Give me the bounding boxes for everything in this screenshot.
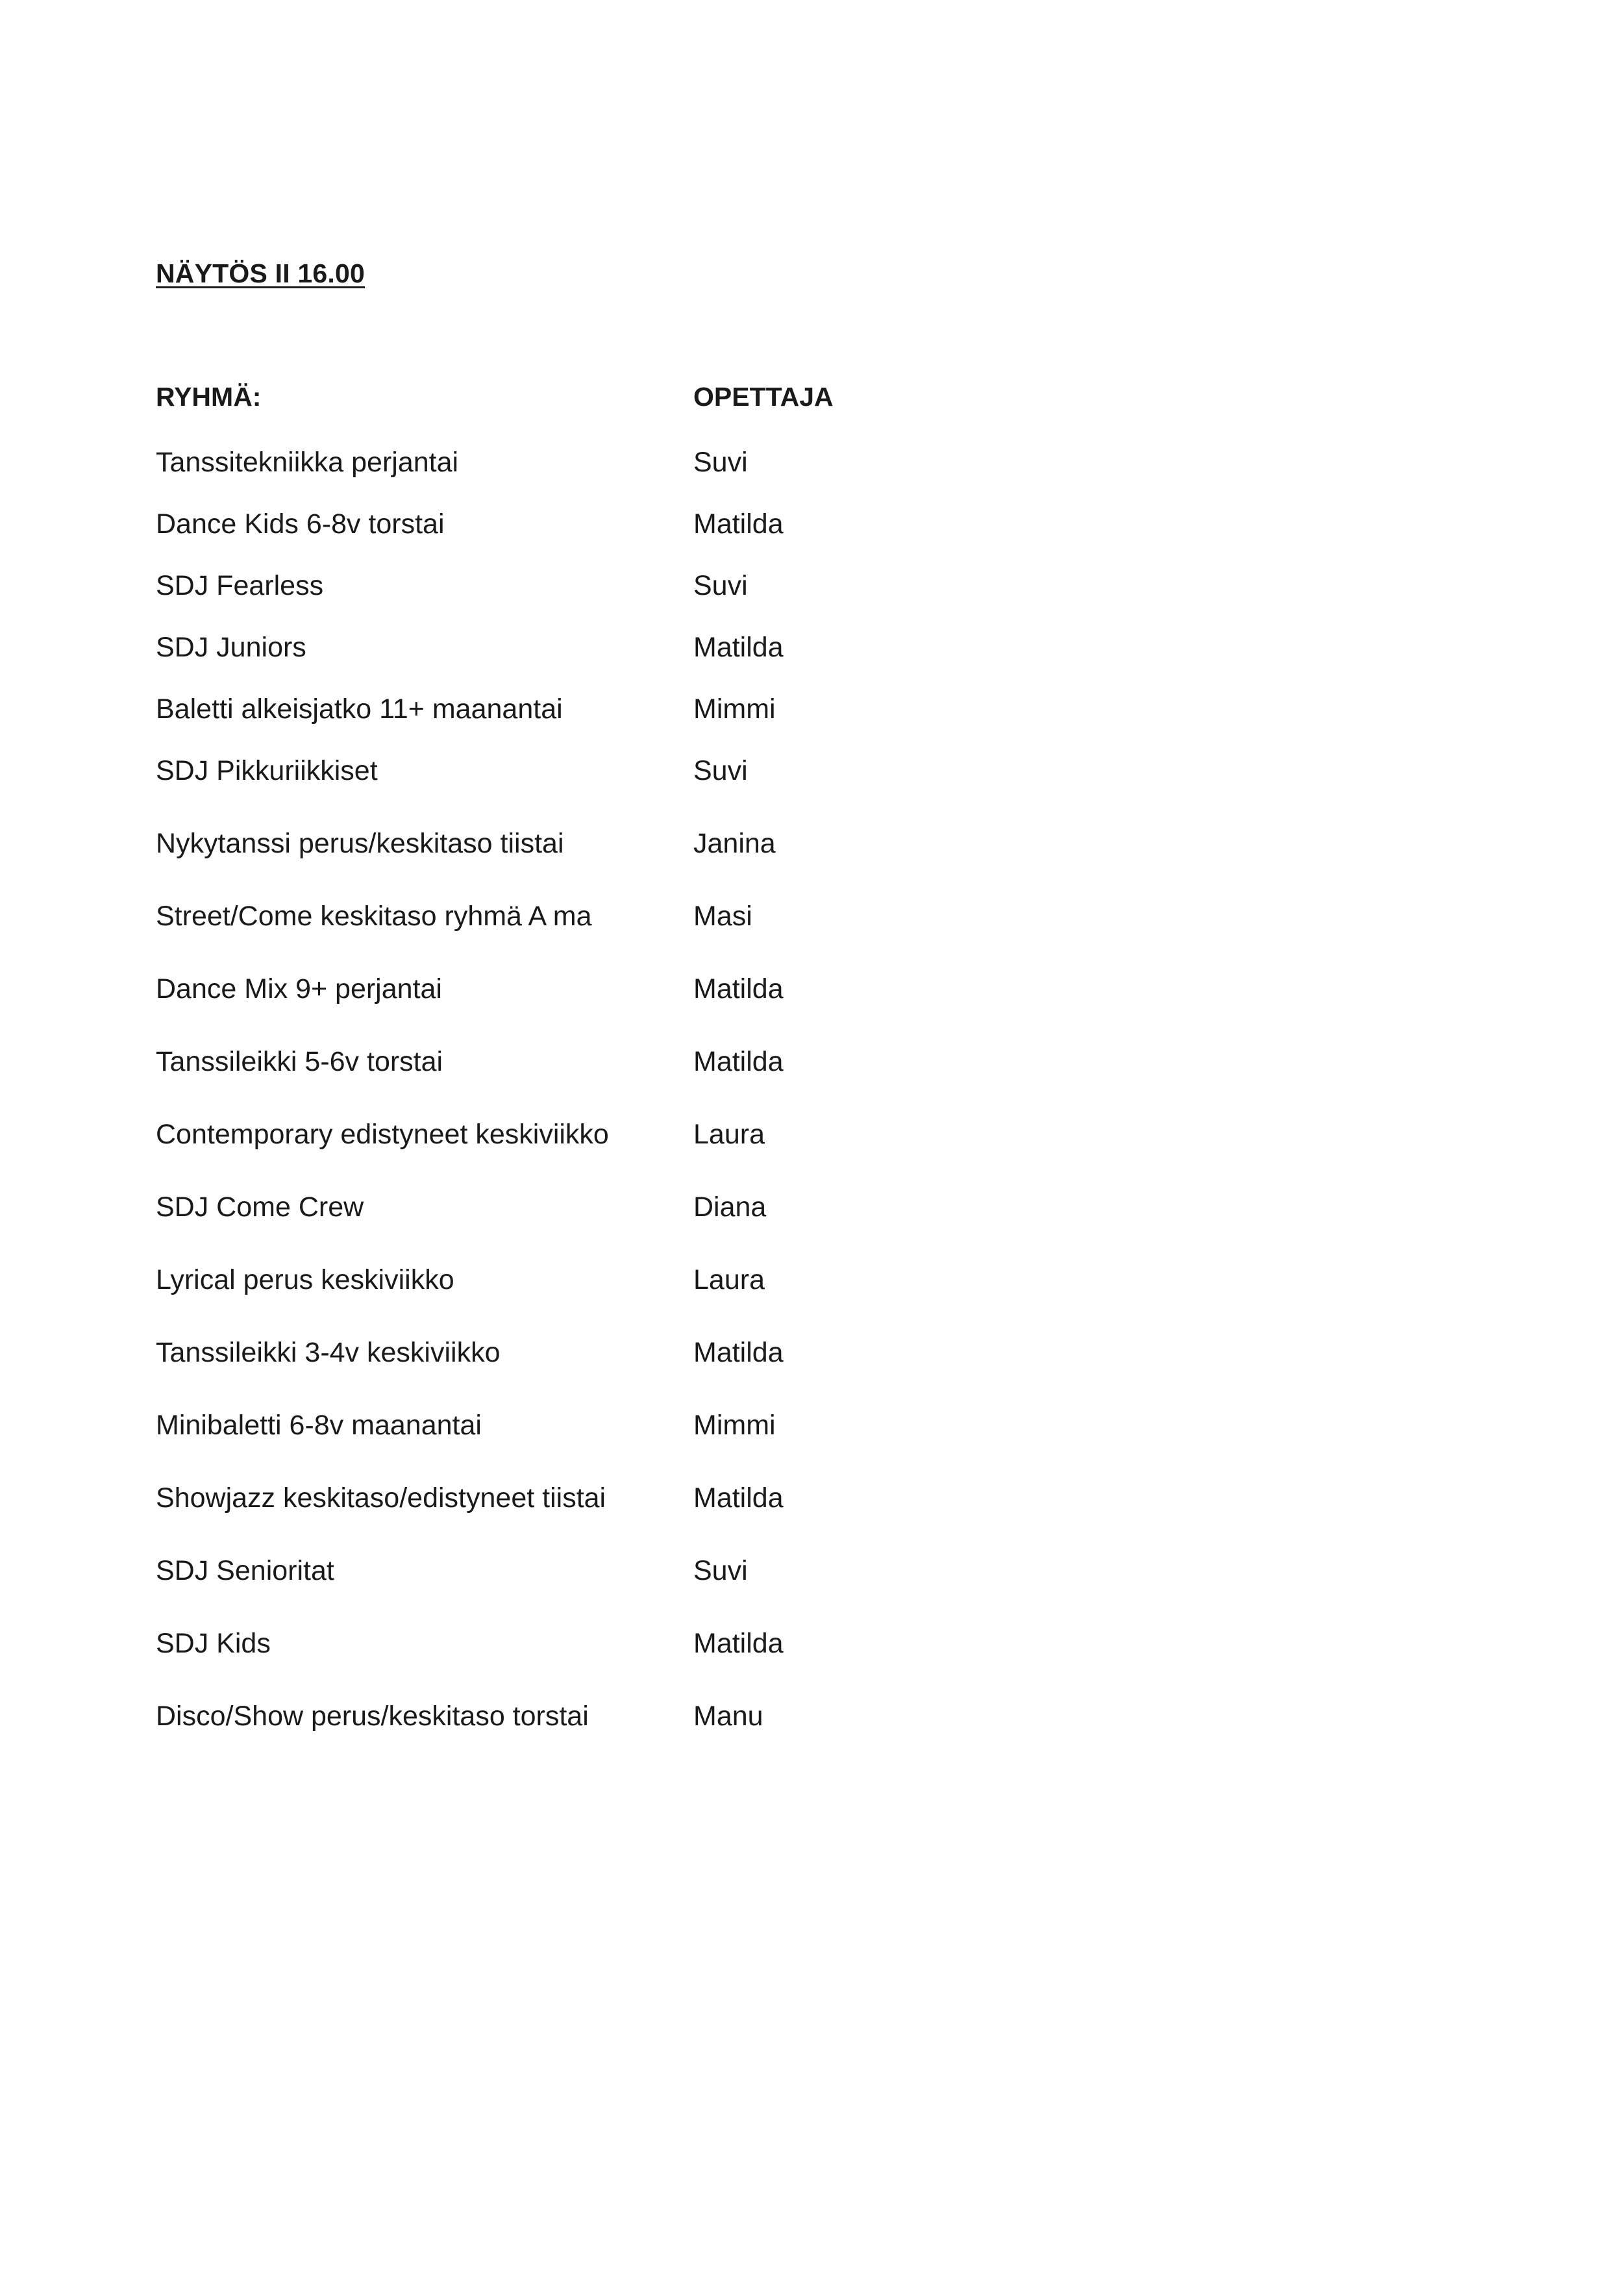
page-title: NÄYTÖS II 16.00 — [156, 258, 365, 288]
teacher-name: Matilda — [693, 1046, 784, 1077]
teacher-name: Janina — [693, 828, 776, 859]
teacher-name: Suvi — [693, 570, 748, 601]
group-name: Baletti alkeisjatko 11+ maanantai — [156, 693, 563, 725]
teacher-name: Suvi — [693, 1555, 748, 1586]
group-name: Lyrical perus keskiviikko — [156, 1264, 454, 1295]
group-name: Disco/Show perus/keskitaso torstai — [156, 1701, 589, 1732]
group-name: Contemporary edistyneet keskiviikko — [156, 1119, 609, 1150]
table-row — [0, 1260, 1623, 1299]
table-row — [0, 824, 1623, 863]
teacher-name: Matilda — [693, 973, 784, 1004]
teacher-name: Matilda — [693, 1628, 784, 1659]
table-row — [0, 1042, 1623, 1081]
teacher-name: Mimmi — [693, 1410, 776, 1441]
table-row — [0, 1624, 1623, 1663]
teacher-name: Matilda — [693, 1482, 784, 1514]
group-name: Minibaletti 6-8v maanantai — [156, 1410, 482, 1441]
group-name: Tanssitekniikka perjantai — [156, 447, 459, 478]
table-row — [0, 1479, 1623, 1517]
group-name: Street/Come keskitaso ryhmä A ma — [156, 901, 592, 932]
teacher-name: Suvi — [693, 447, 748, 478]
group-name: Nykytanssi perus/keskitaso tiistai — [156, 828, 564, 859]
group-name: Dance Kids 6-8v torstai — [156, 508, 445, 540]
teacher-name: Diana — [693, 1192, 767, 1223]
teacher-name: Suvi — [693, 755, 748, 786]
table-row — [0, 751, 1623, 790]
teacher-name: Manu — [693, 1701, 763, 1732]
group-name: SDJ Kids — [156, 1628, 271, 1659]
table-row — [0, 897, 1623, 936]
table-row — [0, 969, 1623, 1008]
teacher-name: Matilda — [693, 508, 784, 540]
teacher-name: Mimmi — [693, 693, 776, 725]
group-name: Tanssileikki 3-4v keskiviikko — [156, 1337, 501, 1368]
group-name: Tanssileikki 5-6v torstai — [156, 1046, 443, 1077]
table-row — [0, 443, 1623, 482]
table-row — [0, 1188, 1623, 1227]
group-name: SDJ Juniors — [156, 632, 306, 663]
table-row — [0, 1406, 1623, 1445]
table-row — [0, 628, 1623, 667]
table-row — [0, 690, 1623, 729]
group-name: Dance Mix 9+ perjantai — [156, 973, 442, 1004]
group-name: SDJ Come Crew — [156, 1192, 364, 1223]
teacher-name: Matilda — [693, 1337, 784, 1368]
group-name: Showjazz keskitaso/edistyneet tiistai — [156, 1482, 606, 1514]
teacher-name: Laura — [693, 1119, 765, 1150]
column-header-teacher: OPETTAJA — [693, 382, 834, 412]
teacher-name: Masi — [693, 901, 752, 932]
group-name: SDJ Senioritat — [156, 1555, 334, 1586]
column-header-group: RYHMÄ: — [156, 382, 262, 412]
table-row — [0, 1333, 1623, 1372]
table-row — [0, 566, 1623, 605]
table-row — [0, 1115, 1623, 1154]
teacher-name: Laura — [693, 1264, 765, 1295]
teacher-name: Matilda — [693, 632, 784, 663]
table-row — [0, 1697, 1623, 1736]
table-row — [0, 1551, 1623, 1590]
group-name: SDJ Fearless — [156, 570, 324, 601]
table-row — [0, 505, 1623, 543]
group-name: SDJ Pikkuriikkiset — [156, 755, 378, 786]
